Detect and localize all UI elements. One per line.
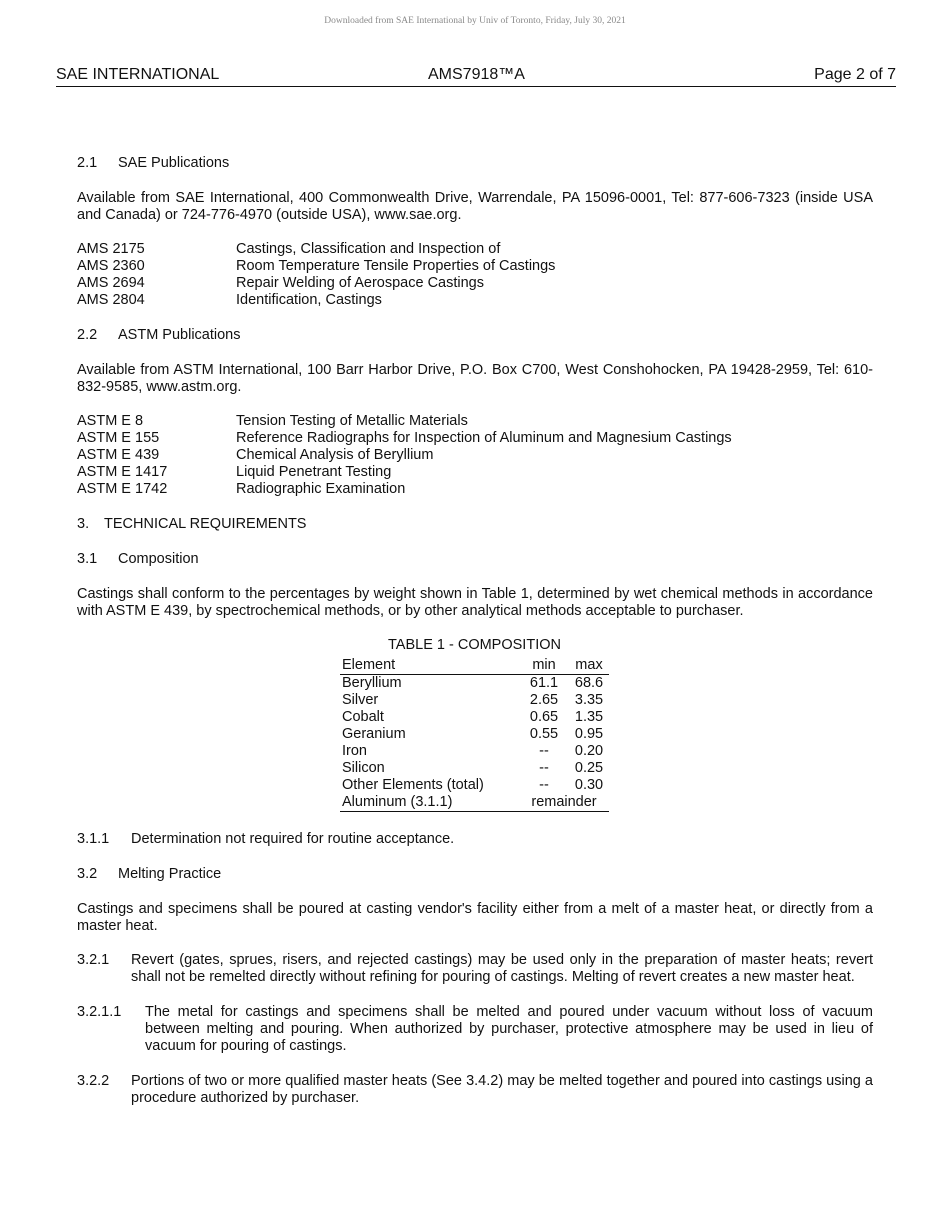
astm-reference-list [77,413,732,498]
section-number: 3. [77,516,90,532]
max-cell: 3.35 [574,692,604,708]
section-title: ASTM Publications [118,327,241,343]
min-cell: -- [539,743,549,759]
max-cell: 0.30 [574,777,604,793]
reference-row [77,241,555,258]
table-row [340,692,609,709]
max-cell: 1.35 [574,709,604,725]
table-row [340,726,609,743]
table-row [340,709,609,726]
reference-row [77,430,732,447]
reference-title: Castings, Classification and Inspection of [236,241,501,257]
max-cell: 0.95 [574,726,604,742]
section-2-1-heading [77,155,229,171]
reference-code: ASTM E 155 [77,430,160,446]
clause-text: The metal for castings and specimens shall be melted and poured under vacuum without loss of vacuum between melting and pouring. When authorized by purchaser, protective atmosphere may be used in lieu of vacuum for pouring of castings. [145,1004,873,1054]
clause-text: Portions of two or more qualified master heats (See 3.4.2) may be melted together and poured into castings using a procedure authorized by purchaser. [131,1073,873,1106]
element-cell: Aluminum (3.1.1) [340,794,519,812]
reference-title: Identification, Castings [236,292,382,308]
min-cell: 61.1 [529,675,559,691]
reference-title: Reference Radiographs for Inspection of Aluminum and Magnesium Castings [236,430,732,446]
element-cell: Cobalt [342,709,384,725]
table-row [340,777,609,794]
reference-code: ASTM E 1742 [77,481,168,497]
reference-row [77,481,732,498]
reference-code: AMS 2804 [77,292,145,308]
min-cell: 0.65 [529,709,559,725]
composition-paragraph: Castings shall conform to the percentages by weight shown in Table 1, determined by wet chemical methods in accordance with ASTM E 439, by spectrochemical methods, or by other analytical methods acceptable to purchaser. [77,586,873,619]
reference-code: AMS 2694 [77,275,145,291]
element-cell: Iron [342,743,367,759]
remainder-cell: remainder [519,794,609,812]
section-number: 3.1 [77,551,98,567]
reference-row [77,464,732,481]
section-3-2-heading [77,866,221,882]
clause-number: 3.1.1 [77,831,110,847]
astm-availability-paragraph: Available from ASTM International, 100 Barr Harbor Drive, P.O. Box C700, West Conshohocken, PA 19428-2959, Tel: 610-832-9585, www.astm.org. [77,362,873,395]
section-number: 3.2 [77,866,98,882]
clause-3-2-1-1 [77,1004,873,1055]
sae-reference-list [77,241,555,309]
column-header-element: Element [340,657,519,675]
section-3-heading [77,516,306,532]
download-watermark: Downloaded from SAE International by Univ of Toronto, Friday, July 30, 2021 [324,16,626,26]
reference-row [77,275,555,292]
clause-number: 3.2.1.1 [77,1004,122,1020]
table-row [340,743,609,760]
reference-code: AMS 2360 [77,258,145,274]
table-row [340,760,609,777]
column-header-min: min [519,657,569,675]
clause-text: Revert (gates, sprues, risers, and rejected castings) may be used only in the preparation of master heats; revert shall not be remelted directly without refining for pouring of castings. Melting of revert creates a new master heat. [131,952,873,985]
max-cell: 0.20 [574,743,604,759]
sae-availability-paragraph: Available from SAE International, 400 Commonwealth Drive, Warrendale, PA 15096-0001, Tel: 877-606-7323 (inside USA and Canada) or 724-776-4970 (outside USA), www.sae.org. [77,190,873,223]
reference-row [77,447,732,464]
column-header-max: max [569,657,609,675]
section-title: Melting Practice [118,866,222,882]
section-title: TECHNICAL REQUIREMENTS [104,516,307,532]
table-header-row [340,657,609,675]
header-page-number: Page 2 of 7 [814,66,896,83]
reference-code: ASTM E 8 [77,413,144,429]
max-cell: 68.6 [574,675,604,691]
element-cell: Other Elements (total) [342,777,484,793]
reference-code: ASTM E 1417 [77,464,168,480]
page-header [56,66,896,87]
max-cell: 0.25 [574,760,604,776]
clause-number: 3.2.1 [77,952,110,968]
section-number: 2.2 [77,327,98,343]
element-cell: Silver [342,692,379,708]
reference-row [77,258,555,275]
header-publisher: SAE INTERNATIONAL [56,66,220,83]
min-cell: 2.65 [529,692,559,708]
reference-row [77,413,732,430]
min-cell: 0.55 [529,726,559,742]
table-row [340,675,609,693]
clause-3-1-1 [77,831,873,848]
reference-title: Chemical Analysis of Beryllium [236,447,434,463]
table-title: TABLE 1 - COMPOSITION [388,637,561,653]
reference-title: Repair Welding of Aerospace Castings [236,275,484,291]
section-2-2-heading [77,327,241,343]
section-title: Composition [118,551,199,567]
element-cell: Geranium [342,726,406,742]
header-document-id: AMS7918™A [428,66,525,83]
clause-3-2-2 [77,1073,873,1107]
reference-title: Tension Testing of Metallic Materials [236,413,468,429]
clause-text: Determination not required for routine acceptance. [131,831,455,847]
section-3-1-heading [77,551,199,567]
element-cell: Beryllium [342,675,402,691]
reference-row [77,292,555,309]
min-cell: -- [539,777,549,793]
table-row [340,794,609,812]
clause-3-2-1 [77,952,873,986]
reference-code: ASTM E 439 [77,447,160,463]
reference-title: Room Temperature Tensile Properties of Castings [236,258,556,274]
melting-practice-paragraph: Castings and specimens shall be poured at casting vendor's facility either from a melt of a master heat, or directly from a master heat. [77,901,873,934]
element-cell: Silicon [342,760,385,776]
reference-code: AMS 2175 [77,241,145,257]
section-number: 2.1 [77,155,98,171]
section-title: SAE Publications [118,155,230,171]
clause-number: 3.2.2 [77,1073,110,1089]
composition-table [340,637,609,812]
reference-title: Liquid Penetrant Testing [236,464,392,480]
reference-title: Radiographic Examination [236,481,406,497]
min-cell: -- [539,760,549,776]
